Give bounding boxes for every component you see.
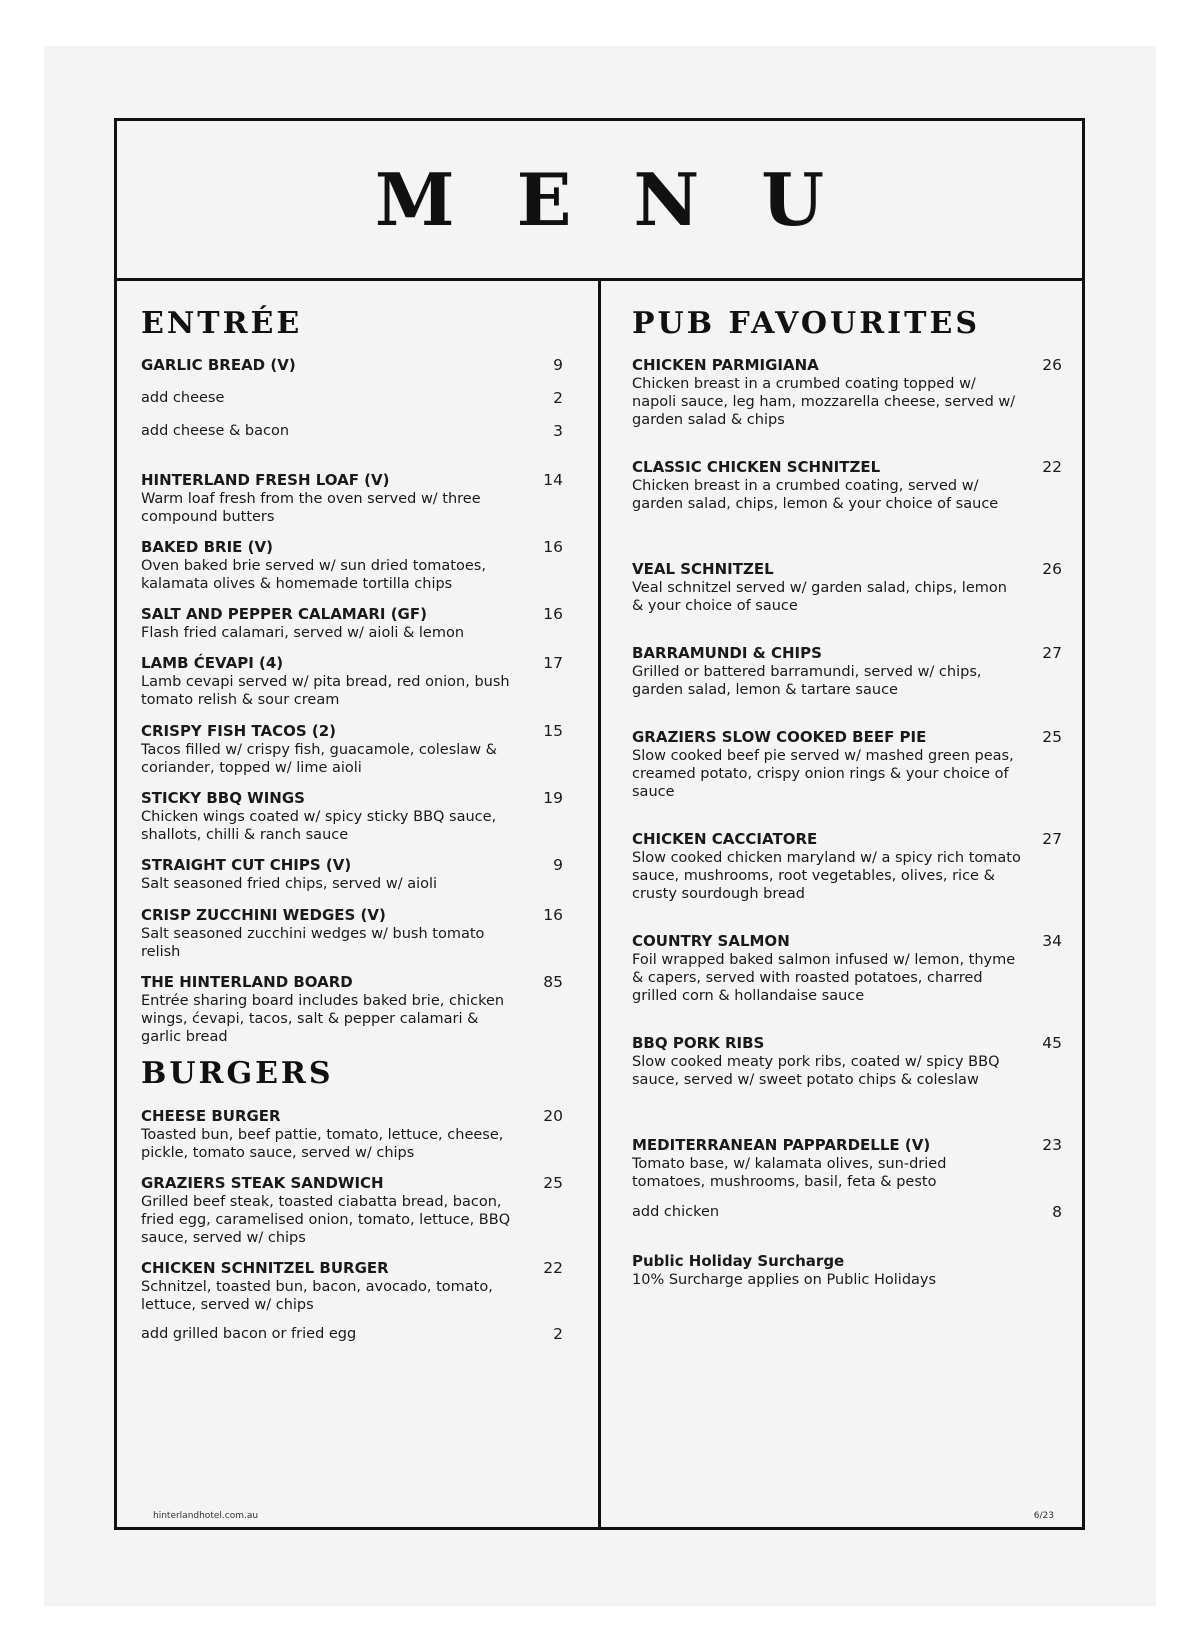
menu-item — [141, 654, 563, 709]
item-description: Schnitzel, toasted bun, bacon, avocado, tomato, lettuce, served w/ chips — [141, 1279, 493, 1313]
menu-item — [632, 458, 1062, 513]
addon-label: add grilled bacon or fried egg — [141, 1326, 357, 1342]
item-price: 45 — [1042, 1034, 1062, 1052]
menu-item — [141, 1174, 563, 1247]
item-name: LAMB ĆEVAPI (4) — [141, 654, 284, 672]
item-description: Oven baked brie served w/ sun dried tomatoes, kalamata olives & homemade tortilla chips — [141, 558, 486, 592]
item-price: 25 — [543, 1174, 563, 1192]
surcharge-title: Public Holiday Surcharge — [632, 1252, 845, 1270]
item-price: 14 — [543, 471, 563, 489]
item-name: STRAIGHT CUT CHIPS (V) — [141, 856, 352, 874]
menu-item — [141, 538, 563, 593]
item-name: CHEESE BURGER — [141, 1107, 281, 1125]
item-price: 23 — [1042, 1136, 1062, 1154]
menu-item — [141, 471, 563, 526]
item-price: 9 — [553, 856, 563, 874]
item-name: GARLIC BREAD (V) — [141, 356, 296, 374]
menu-item — [632, 560, 1062, 615]
item-description: Foil wrapped baked salmon infused w/ lemon, thyme & capers, served with roasted potatoes, charred grilled corn & hollandaise sauce — [632, 952, 1016, 1004]
item-price: 25 — [1042, 728, 1062, 746]
addon-price: 8 — [1052, 1203, 1062, 1221]
item-description: Entrée sharing board includes baked brie, chicken wings, ćevapi, tacos, salt & pepper calamari & garlic bread — [141, 993, 505, 1045]
item-description: Salt seasoned zucchini wedges w/ bush tomato relish — [141, 926, 485, 960]
item-name: GRAZIERS STEAK SANDWICH — [141, 1174, 384, 1192]
item-price: 17 — [543, 654, 563, 672]
item-name: VEAL SCHNITZEL — [632, 560, 774, 578]
item-price: 85 — [543, 973, 563, 991]
item-name: CLASSIC CHICKEN SCHNITZEL — [632, 458, 881, 476]
item-description: Chicken wings coated w/ spicy sticky BBQ sauce, shallots, chilli & ranch sauce — [141, 809, 497, 843]
item-name: CHICKEN CACCIATORE — [632, 830, 818, 848]
item-description: Warm loaf fresh from the oven served w/ three compound butters — [141, 491, 481, 525]
item-description: Veal schnitzel served w/ garden salad, chips, lemon & your choice of sauce — [632, 580, 1007, 614]
menu-title: MENU — [374, 157, 887, 242]
menu-page — [44, 46, 1156, 1606]
addon-label: add cheese & bacon — [141, 423, 290, 439]
menu-item — [632, 1034, 1062, 1089]
footer-website: hinterlandhotel.com.au — [153, 1511, 259, 1521]
item-description: Salt seasoned fried chips, served w/ aioli — [141, 876, 438, 892]
surcharge-text: 10% Surcharge applies on Public Holidays — [632, 1272, 937, 1288]
item-name: CHICKEN PARMIGIANA — [632, 356, 819, 374]
burgers-heading: BURGERS — [141, 1056, 334, 1091]
addon-label: add cheese — [141, 390, 225, 406]
addon-price: 3 — [553, 422, 563, 440]
pub-favourites-heading: PUB FAVOURITES — [632, 306, 981, 341]
item-description: Grilled or battered barramundi, served w/ chips, garden salad, lemon & tartare sauce — [632, 664, 982, 698]
menu-item — [632, 830, 1062, 903]
item-description: Slow cooked chicken maryland w/ a spicy rich tomato sauce, mushrooms, root vegetables, olives, rice & crusty sourdough bread — [632, 850, 1021, 902]
item-name: BAKED BRIE (V) — [141, 538, 273, 556]
item-price: 9 — [553, 356, 563, 374]
menu-item — [141, 356, 563, 375]
menu-item — [632, 728, 1062, 801]
addon-item — [141, 422, 563, 440]
addon-label: add chicken — [632, 1204, 720, 1220]
menu-item — [141, 605, 563, 642]
menu-frame — [114, 118, 1085, 1530]
item-name: MEDITERRANEAN PAPPARDELLE (V) — [632, 1136, 931, 1154]
menu-item — [141, 856, 563, 893]
addon-price: 2 — [553, 389, 563, 407]
item-price: 27 — [1042, 830, 1062, 848]
item-name: GRAZIERS SLOW COOKED BEEF PIE — [632, 728, 927, 746]
item-price: 20 — [543, 1107, 563, 1125]
surcharge-notice — [632, 1252, 1062, 1289]
item-price: 26 — [1042, 356, 1062, 374]
menu-item — [141, 906, 563, 961]
item-description: Flash fried calamari, served w/ aioli & lemon — [141, 625, 465, 641]
item-description: Lamb cevapi served w/ pita bread, red onion, bush tomato relish & sour cream — [141, 674, 510, 708]
menu-item — [141, 973, 563, 1046]
item-price: 22 — [543, 1259, 563, 1277]
item-price: 15 — [543, 722, 563, 740]
footer-date: 6/23 — [1033, 1511, 1054, 1521]
item-description: Slow cooked beef pie served w/ mashed green peas, creamed potato, crispy onion rings & your choice of sauce — [632, 748, 1014, 800]
item-name: HINTERLAND FRESH LOAF (V) — [141, 471, 390, 489]
item-price: 16 — [543, 906, 563, 924]
item-name: CRISP ZUCCHINI WEDGES (V) — [141, 906, 386, 924]
title-box — [117, 121, 1082, 281]
addon-price: 2 — [553, 1325, 563, 1343]
item-price: 27 — [1042, 644, 1062, 662]
menu-item — [632, 1136, 1062, 1191]
item-name: STICKY BBQ WINGS — [141, 789, 305, 807]
entree-heading: ENTRÉE — [141, 306, 303, 341]
menu-item — [141, 722, 563, 777]
item-description: Chicken breast in a crumbed coating, served w/ garden salad, chips, lemon & your choice of sauce — [632, 478, 999, 512]
item-description: Slow cooked meaty pork ribs, coated w/ spicy BBQ sauce, served w/ sweet potato chips & coleslaw — [632, 1054, 1000, 1088]
item-name: BARRAMUNDI & CHIPS — [632, 644, 822, 662]
item-name: CHICKEN SCHNITZEL BURGER — [141, 1259, 389, 1277]
item-price: 34 — [1042, 932, 1062, 950]
item-name: COUNTRY SALMON — [632, 932, 790, 950]
menu-item — [632, 932, 1062, 1005]
column-divider — [598, 278, 601, 1527]
item-description: Chicken breast in a crumbed coating topped w/ napoli sauce, leg ham, mozzarella cheese, served w/ garden salad & chips — [632, 376, 1016, 428]
menu-item — [632, 356, 1062, 429]
addon-item — [141, 1325, 563, 1343]
item-price: 22 — [1042, 458, 1062, 476]
item-description: Tacos filled w/ crispy fish, guacamole, coleslaw & coriander, topped w/ lime aioli — [141, 742, 497, 776]
item-name: BBQ PORK RIBS — [632, 1034, 765, 1052]
menu-item — [141, 1259, 563, 1314]
item-description: Tomato base, w/ kalamata olives, sun-dried tomatoes, mushrooms, basil, feta & pesto — [632, 1156, 947, 1190]
addon-item — [141, 389, 563, 407]
item-price: 26 — [1042, 560, 1062, 578]
item-description: Toasted bun, beef pattie, tomato, lettuce, cheese, pickle, tomato sauce, served w/ chips — [141, 1127, 504, 1161]
item-name: THE HINTERLAND BOARD — [141, 973, 353, 991]
addon-item — [632, 1203, 1062, 1221]
item-price: 16 — [543, 605, 563, 623]
item-name: SALT AND PEPPER CALAMARI (GF) — [141, 605, 427, 623]
item-name: CRISPY FISH TACOS (2) — [141, 722, 337, 740]
item-price: 19 — [543, 789, 563, 807]
item-description: Grilled beef steak, toasted ciabatta bread, bacon, fried egg, caramelised onion, tomato, lettuce, BBQ sauce, served w/ chips — [141, 1194, 511, 1246]
menu-item — [141, 1107, 563, 1162]
item-price: 16 — [543, 538, 563, 556]
menu-item — [632, 644, 1062, 699]
menu-item — [141, 789, 563, 844]
